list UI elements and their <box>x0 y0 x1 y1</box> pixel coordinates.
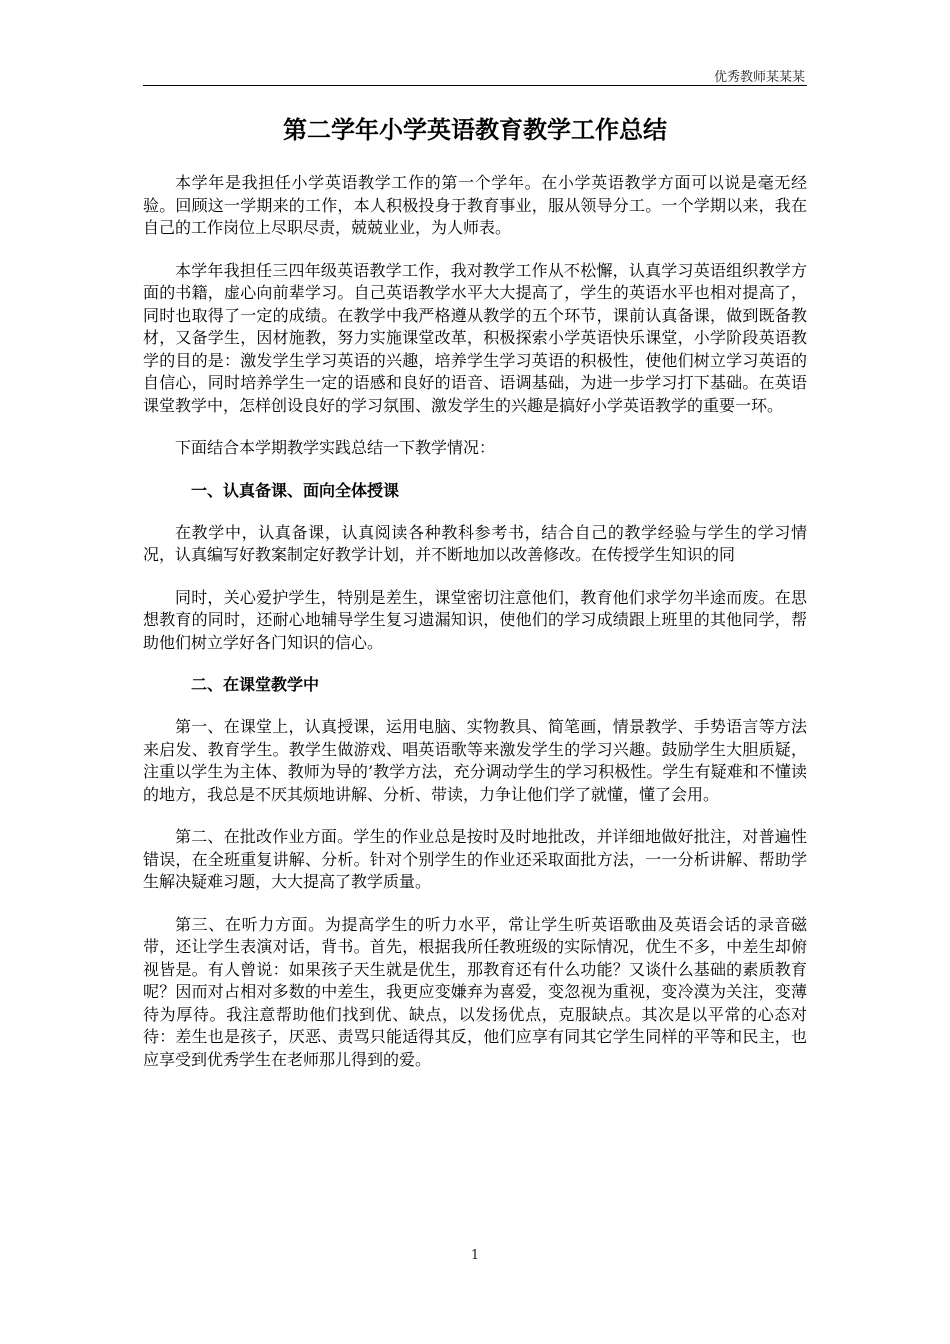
page-number: 1 <box>470 1248 480 1263</box>
header-divider <box>143 85 807 86</box>
section1-paragraph: 同时，关心爱护学生，特别是差生，课堂密切注意他们，教育他们求学勿半途而废。在思想教育的同时，还耐心地辅导学生复习遗漏知识，使他们的学习成绩跟上班里的其他同学，帮助他们树立学好各门知识的信心。 <box>143 587 807 652</box>
paragraph-transition: 下面结合本学期教学实践总结一下教学情况： <box>175 438 496 457</box>
section-heading-2: 二、在课堂教学中 <box>191 675 320 694</box>
section2-paragraph: 第一、在课堂上，认真授课，运用电脑、实物教具、简笔画，情景教学、手势语言等方法来启发、教育学生。教学生做游戏、唱英语歌等来激发学生的学习兴趣。鼓励学生大胆质疑，注重以学生为主体、教师为导的’教学方法，充分调动学生的学习积极性。学生有疑难和不懂读的地方，我总是不厌其烦地讲解、分析、带读，力争让他们学了就懂，懂了会用。 <box>143 717 807 804</box>
section-heading-1: 一、认真备课、面向全体授课 <box>191 480 400 500</box>
paragraph-intro: 本学年是我担任小学英语教学工作的第一个学年。在小学英语教学方面可以说是毫无经验。回顾这一学期来的工作，本人积极投身于教育事业，服从领导分工。一个学期以来，我在自己的工作岗位上尽职尽责，兢兢业业，为人师表。 <box>143 173 807 237</box>
section2-paragraph: 第三、在听力方面。为提高学生的听力水平，常让学生听英语歌曲及英语会话的录音磁带，还让学生表演对话，背书。首先，根据我所任教班级的实际情况，优生不多，中差生却俯视皆是。有人曾说：如果孩子天生就是优生，那教育还有什么功能？又谈什么基础的素质教育呢？因而对占相对多数的中差生，我更应变嫌弃为喜爱，变忽视为重视，变冷漠为关注，变薄待为厚待。我注意帮助他们找到优、缺点，以发扬优点，克服缺点。其次是以平常的心态对待：差生也是孩子，厌恶、责骂只能适得其反，他们应享有同其它学生同样的平等和民主，也应享受到优秀学生在老师那儿得到的爱。 <box>143 914 807 1069</box>
document-title: 第二学年小学英语教育教学工作总结 <box>283 116 667 144</box>
header-author: 优秀教师某某某 <box>713 70 805 85</box>
section2-paragraph: 第二、在批改作业方面。学生的作业总是按时及时地批改，并详细地做好批注，对普遍性错误，在全班重复讲解、分析。针对个别学生的作业还采取面批方法，一一分析讲解、帮助学生解决疑难习题，大大提高了教学质量。 <box>143 827 807 891</box>
paragraph-overview: 本学年我担任三四年级英语教学工作，我对教学工作从不松懈，认真学习英语组织教学方面的书籍，虚心向前辈学习。自己英语教学水平大大提高了，学生的英语水平也相对提高了，同时也取得了一定的成绩。在教学中我严格遵从教学的五个环节，课前认真备课，做到既备教材，又备学生，因材施教，努力实施课堂改革，积极探索小学英语快乐课堂，小学阶段英语教学的目的是：激发学生学习英语的兴趣，培养学生学习英语的积极性，使他们树立学习英语的自信心，同时培养学生一定的语感和良好的语音、语调基础，为进一步学习打下基础。在英语课堂教学中，怎样创设良好的学习氛围、激发学生的兴趣是搞好小学英语教学的重要一环。 <box>143 260 807 415</box>
section1-paragraph: 在教学中，认真备课，认真阅读各种教科参考书，结合自己的教学经验与学生的学习情况，认真编写好教案制定好教学计划，并不断地加以改善修改。在传授学生知识的同 <box>143 522 807 564</box>
document-body <box>143 112 807 1091</box>
